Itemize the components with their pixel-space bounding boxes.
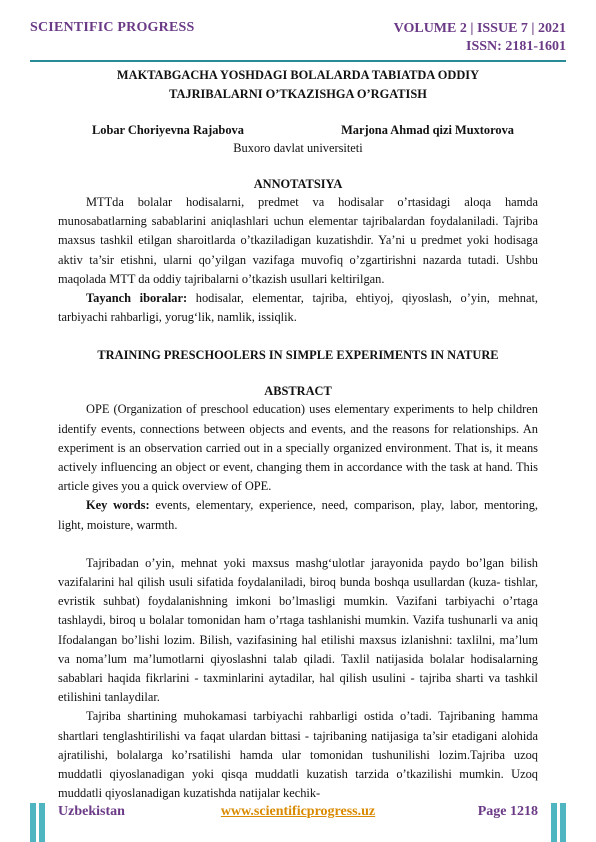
issue-info [394,20,566,56]
annotation-paragraph: MTTda bolalar hodisalarni, predmet va hodisalar o’rtasidagi aloqa hamda munosabatlarning sabablarini aniqlashlari uchun elementar tajribalardan foydalaniladi. Tajriba maxsus tashkil etilgan sharoitlarda o’tkaziladigan kuzatishdir. Ya’ni u predmet yoki hodisaga aktiv ta’sir etishni, ularni qo’yilgan vazifaga muvofiq o’zgartirishni nazarda tutadi. Ushbu maqolada MTT da oddiy tajribalarni o’tkazish usullari keltirilgan. [58,195,538,286]
annotation-heading: ANNOTATSIYA [253,177,343,191]
title-line-1: MAKTABGACHA YOSHDAGI BOLALARDA TABIATDA ODDIY [116,68,480,82]
abstract-heading: ABSTRACT [264,384,332,399]
footer-country: Uzbekistan [58,804,125,819]
keywords-uz-list: hodisalar, elementar, tajriba, ehtiyoj, qiyoslash, o’yin, mehnat, tarbiyachi rahbarligi, yorug‘lik, namlik, issiqlik. [58,291,538,325]
author-1: Lobar Choriyevna Rajabova [92,123,244,137]
keywords-uz-label: Tayanch iboralar: [86,291,188,306]
footer-website-link[interactable]: www.scientificprogress.uz [220,804,376,819]
article-title-en: TRAINING PRESCHOOLERS IN SIMPLE EXPERIMENTS IN NATURE [97,348,499,363]
article-body [58,66,538,803]
keywords-uz [58,289,538,327]
body-paragraph-1: Tajribadan o’yin, mehnat yoki maxsus mashg‘ulotlar jarayonida paydo bo’lgan bilish vazifalarini hal qilish usuli sifatida foydalaniladi, biroq bunda boshqa usullardan (kuza- tishlar, evristik suhbat) foydalanishning imkoni bo’lmasligi mumkin. Vazifani tarbiyachi o’rtaga tashlaydi, biroq u bolalar tomonidan ham o’rtaga tashlanishi mumkin. Vazifa tushunarli va aniq Ifodalangan bo’lishi lozim. Bilish, vazifasining hal etilishi maxsus izlanishni: taxlilni, ma’lum va noma’lum ma’lumotlarni qiyoslashni talab qiladi. Taxlil natijasida bolalar hodisalarning sabablari haqida fikrlarini - taxminlarini aytadilar, hal qilish usulini - tajriba sharti va tashkil etilishini tanlaydilar. [58,555,538,705]
keywords-en [58,496,538,534]
volume-issue: VOLUME 2 | ISSUE 7 | 2021 [393,21,566,36]
header-rule [30,60,566,62]
abstract-paragraph: OPE (Organization of preschool education) uses elementary experiments to help children identify events, connections between objects and events, and the reasons for relationships. An experiment is an observation carried out in a specially organized environment. That is, it means actively influencing an object or event, changing them in accordance with the task at hand. This article gives you a quick overview of OPE. [58,402,538,494]
body-paragraph-2: Tajriba shartining muhokamasi tarbiyachi rahbarligi ostida o’tadi. Tajribaning hamma shartlari tenglashtirilishi va faqat ulardan bittasi - tajribaning natijasiga ta’sir etadigani alohida ajratilishi, bolalarga ko’rsatilishi hamda ular tomonidan tushunilishi lozim.Tajriba uzoq muddatli qiyoslanadigan yoki qisqa muddatli kuzatish tarzida o’tkazilishi mumkin. Uzoq muddatli qiyoslanadigan kuzatishda natijalar kechik- [58,709,538,801]
page-number: Page 1218 [477,804,538,819]
keywords-en-list: events, elementary, experience, need, comparison, play, labor, mentoring, light, moisture, warmth. [58,498,538,532]
journal-name: SCIENTIFIC PROGRESS [30,20,195,35]
author-2: Marjona Ahmad qizi Muxtorova [341,123,514,137]
affiliation: Buxoro davlat universiteti [233,141,363,155]
issn: ISSN: 2181-1601 [466,39,566,54]
article-title-uz [58,66,538,104]
title-line-2: TAJRIBALARNI O’TKAZISHGA O’RGATISH [169,87,427,101]
keywords-en-label: Key words: [86,498,150,513]
authors [58,121,538,139]
